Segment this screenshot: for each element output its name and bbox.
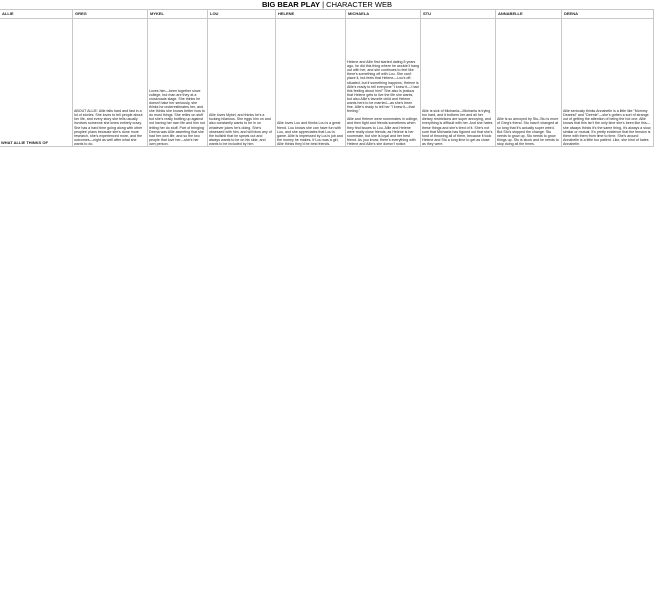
title-bold: BIG BEAR PLAY [261, 0, 321, 9]
column-header-mykel: MYKEL [148, 10, 208, 19]
cell-1-annabelle [496, 19, 562, 147]
cell-1-mykel [148, 19, 208, 147]
cell-text: Helene and Allie first started dating 8 years ago, he did this thing where he wouldn't hang out with her, and she continues to feel like there's something off with Lou. She can't place it, but feels that Helene—Lou's off-situated, but if something happens, Helene is Allie's ready to tell everyone "I knew it—I had this feeling about him!" She also is jealous that Helene gets to live the life she wants, but also Allie's favorite child and Helene wants hers to be married—as she's been fine. Allie's ready to tell her "I knew it—that feeling." Allie and Helene were roommates in college, and then tight and friends sometimes when they find issues to Lou. Allie and Helene were really close friends; as Helene is her roommate, but she is loyal and her best friend. As you know, there's everything with Helene and Allie's she doesn't notice. [347, 60, 420, 146]
title-rest: | CHARACTER WEB [320, 0, 393, 9]
cell-text: Allie is so annoyed by Stu–Stu is more of Greg's friend. Stu hasn't changed at so long that it's actually super weird. But Stu's stopped the change. Stu needs to grow up. Stu needs to grow things up. Stu is stuck and he needs to stop doing all the times. [497, 117, 560, 146]
column-header-stu: STU [421, 10, 496, 19]
cell-1-lou [208, 19, 276, 147]
cell-1-helene [276, 19, 346, 147]
column-header-helene: HELENE [276, 10, 346, 19]
cell-text: Allie loves Lou and thinks Lou is a great friend. Lou knows she can have fun with Lou, and she appreciates that Lou is game. Allie is impressed by Lou's job and the money he makes. If Lou was a girl, Allie thinks they'd be best friends. [277, 121, 344, 146]
cell-1-stu [421, 19, 496, 147]
row-cell-1-allie [0, 19, 73, 147]
cell-text: Allie loves Mykel, and thinks he's a fucking hilarious. She eggs him on and also constantly wants to be in on whatever jokes he's doing. She's obsessed with him, and will blow any of the bullshit that he spews out and always wants to be on his side, and wants to be included by him. [209, 113, 273, 146]
row-label: WHAT ALLIE THINKS OF [1, 140, 48, 145]
column-header-lou: LOU [208, 10, 276, 19]
column-header-michaela: MICHAELA [346, 10, 421, 19]
column-header-deena: DEENA [562, 10, 654, 19]
cell-1-michaela [346, 19, 421, 147]
column-header-greg: GREG [73, 10, 148, 19]
cell-1-deena [562, 19, 654, 147]
column-header-allie: ALLIE [0, 10, 73, 19]
cell-text: Allie is sick of Michaela—Michaela is trying too hard, and it bothers her and all her dietary restrictions are super annoying, and everything is difficult with her. And she hates these things and she's tired of it. She's not sure that Michaela has figured out that she's fond of throwing all of them, because it took Helene and Stu a long time to get as close as they were. [422, 109, 494, 146]
cell-text: Loves him—been together since college, but man are they at a crossroads stage. She thinks he doesn't take her seriously, she thinks he underestimates her, and she thinks she knows better how to do most things. She relies on stuff but she's really bottling up against not having her own life and him not letting her do stuff. Part of bringing Deena was Allie asserting that she had her own life, and so the two people that love her—she's her own person. [149, 88, 206, 146]
cell-text: ABOUT ALLIE: Allie falls hard and fast in a lot of stories. She loves to tell people about her life, and every story she tells usually involves someone she knew entirely crazy. She has a hard time going along with other peoples' plans because she's done more research, she's experienced more, and the outcomes—night as well after what she wants to do. [74, 109, 144, 146]
cell-text: Allie seriously thinks Annabelle is a little like "Mommy Dearest" and "Deenie"—she's gotten a sort of strange out of getting the attention of being the hot one. Allie knows that this isn't the only time she's been like this—she always thinks it's the same thing, it's always a slow, similar or mutual. It's pretty evidence that the tension is there with them from time to time. She's around Annabelle is a little too patient. Like, she kind of hates Annabelle. [563, 109, 653, 146]
cell-1-greg [73, 19, 148, 147]
sheet-title [0, 0, 654, 10]
column-header-annabelle: ANNABELLE [496, 10, 562, 19]
